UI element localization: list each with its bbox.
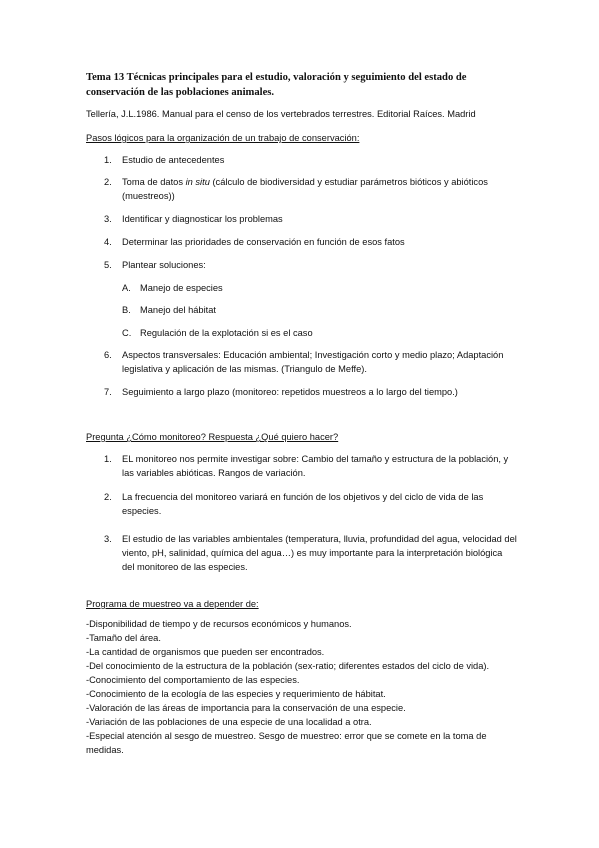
list-item: Estudio de antecedentes <box>122 155 225 165</box>
section-heading-programa: Programa de muestreo va a depender de: <box>86 599 259 609</box>
list-item: La frecuencia del monitoreo variará en función de los objetivos y del ciclo de vida de las especies. <box>122 492 484 516</box>
list-item: Plantear soluciones: <box>122 260 206 270</box>
list-item-italic: in situ <box>185 177 210 187</box>
list-number: 1. <box>104 454 112 464</box>
list-item-text: (cálculo de biodiversidad y estudiar parámetros bióticos y abióticos (muestreos)) <box>122 177 488 201</box>
sublist-letter: C. <box>122 328 132 338</box>
list-number: 2. <box>104 492 112 502</box>
list-item-text: Toma de datos <box>122 177 186 187</box>
list-item: -La cantidad de organismos que pueden ser encontrados. <box>86 647 325 657</box>
list-number: 3. <box>104 534 112 544</box>
sublist-item: Regulación de la explotación si es el caso <box>140 328 313 338</box>
list-number: 7. <box>104 387 112 397</box>
document-title: Tema 13 Técnicas principales para el estudio, valoración y seguimiento del estado de conservación de las poblaciones animales. <box>86 72 467 98</box>
list-item: -Del conocimiento de la estructura de la población (sex-ratio; diferentes estados del ciclo de vida). <box>86 661 490 671</box>
list-item: -Disponibilidad de tiempo y de recursos económicos y humanos. <box>86 619 352 629</box>
list-item: EL monitoreo nos permite investigar sobre: Cambio del tamaño y estructura de la población, y las variables abióticas. Rangos de variación. <box>122 454 509 478</box>
list-item: -Valoración de las áreas de importancia para la conservación de una especie. <box>86 703 406 713</box>
list-item: -Conocimiento de la ecología de las especies y requerimiento de hábitat. <box>86 689 386 699</box>
sublist-item: Manejo de especies <box>140 283 223 293</box>
list-item: -Tamaño del área. <box>86 633 161 643</box>
list-item: -Conocimiento del comportamiento de las especies. <box>86 675 300 685</box>
list-item: El estudio de las variables ambientales (temperatura, lluvia, profundidad del agua, velocidad del viento, pH, salinidad, química del agua…) es muy importante para la interpretación biológica del monitoreo de las especies. <box>122 534 517 572</box>
list-item: Aspectos transversales: Educación ambiental; Investigación corto y medio plazo; Adaptación legislativa y aplicación de las mismas. (Triangulo de Meffe). <box>122 350 504 374</box>
list-number: 2. <box>104 177 112 187</box>
list-item: -Variación de las poblaciones de una especie de una localidad a otra. <box>86 717 372 727</box>
sublist-letter: A. <box>122 283 131 293</box>
section-heading-pasos: Pasos lógicos para la organización de un trabajo de conservación: <box>86 133 360 143</box>
list-item: -Especial atención al sesgo de muestreo. Sesgo de muestreo: error que se comete en la toma de medidas. <box>86 731 487 755</box>
section-heading-pregunta: Pregunta ¿Cómo monitoreo? Respuesta ¿Qué quiero hacer? <box>86 432 339 442</box>
list-number: 6. <box>104 350 112 360</box>
reference-text: Tellería, J.L.1986. Manual para el censo de los vertebrados terrestres. Editorial Raíces. Madrid <box>86 109 476 119</box>
list-item: Seguimiento a largo plazo (monitoreo: repetidos muestreos a lo largo del tiempo.) <box>122 387 458 397</box>
sublist-item: Manejo del hábitat <box>140 305 216 315</box>
list-number: 5. <box>104 260 112 270</box>
list-item: Identificar y diagnosticar los problemas <box>122 214 283 224</box>
factor-list <box>86 617 516 757</box>
sublist-letter: B. <box>122 305 131 315</box>
list-number: 3. <box>104 214 112 224</box>
list-number: 1. <box>104 155 112 165</box>
list-item <box>122 175 517 203</box>
list-number: 4. <box>104 237 112 247</box>
list-item: Determinar las prioridades de conservación en función de esos fatos <box>122 237 405 247</box>
